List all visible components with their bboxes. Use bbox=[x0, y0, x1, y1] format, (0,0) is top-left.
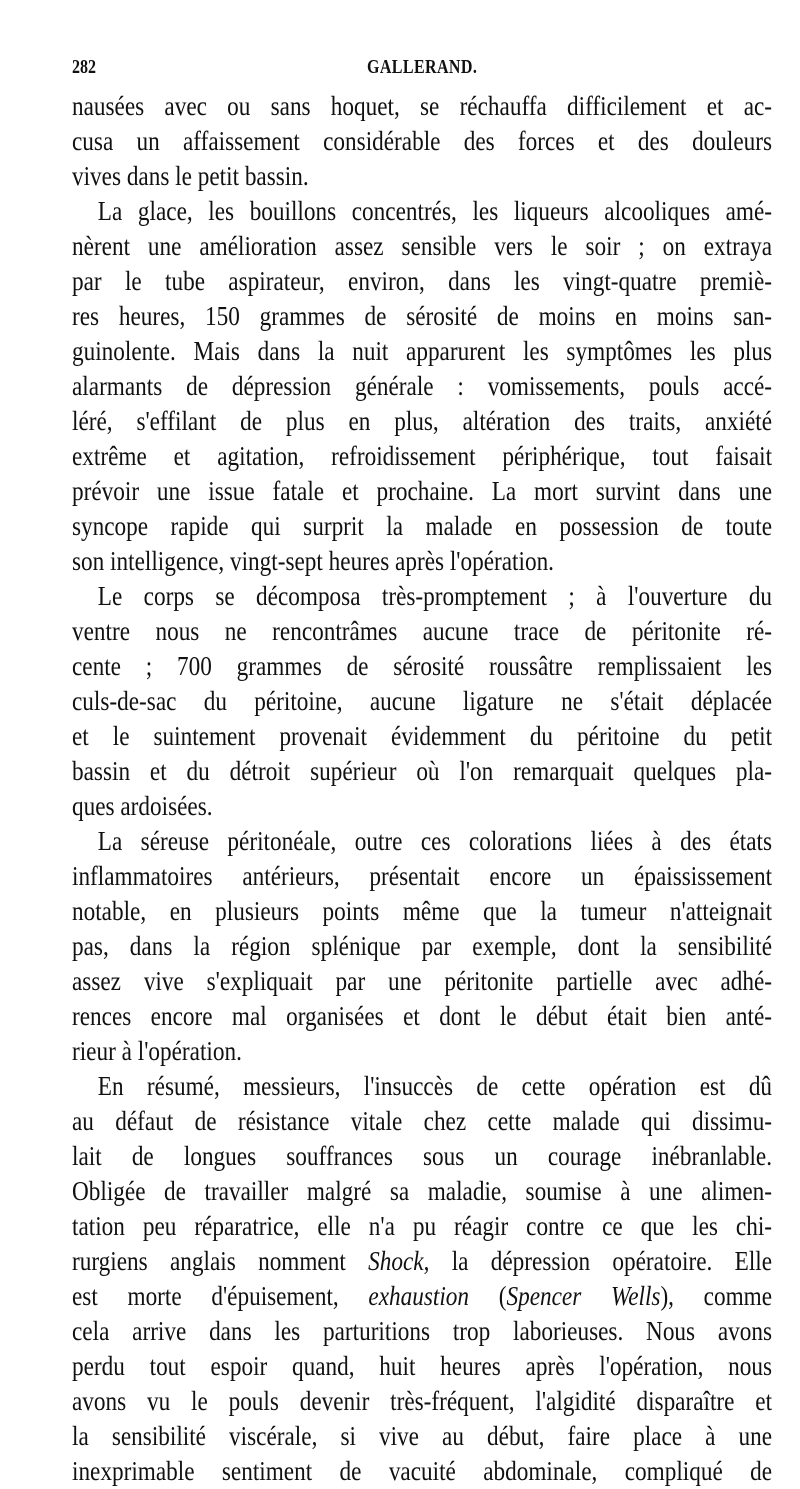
text-line: assez vive s'expliquait par une péritonite partielle avec adhé- bbox=[72, 966, 773, 996]
text-line: alarmants de dépression générale : vomissements, pouls accé- bbox=[72, 371, 773, 401]
text-line: lait de longues souffrances sous un courage inébranlable. bbox=[72, 1141, 773, 1171]
text-line: perdu tout espoir quand, huit heures après l'opération, nous bbox=[72, 1351, 773, 1381]
text-line: et le suintement provenait évidemment du péritoine du petit bbox=[72, 721, 773, 751]
text-line: inflammatoires antérieurs, présentait encore un épaississement bbox=[72, 861, 773, 891]
italic-name-spencer-wells: Spencer Wells bbox=[506, 1281, 661, 1311]
text-segment: ( bbox=[469, 1281, 507, 1311]
text-line: extrême et agitation, refroidissement périphérique, tout faisait bbox=[72, 441, 773, 471]
text-line: avons vu le pouls devenir très-fréquent, l'algidité disparaître et bbox=[72, 1386, 773, 1416]
text-line: par le tube aspirateur, environ, dans les vingt-quatre premiè- bbox=[72, 266, 773, 296]
text-line: cusa un affaissement considérable des forces et des douleurs bbox=[72, 126, 773, 156]
running-head: GALLERAND. bbox=[367, 56, 478, 78]
paragraph-start-line: Le corps se décomposa très-promptement ; à l'ouverture du bbox=[97, 581, 773, 611]
text-line: nèrent une amélioration assez sensible vers le soir ; on extraya bbox=[72, 231, 773, 261]
page-header bbox=[72, 56, 772, 86]
paragraph-start-line: La glace, les bouillons concentrés, les liqueurs alcooliques amé- bbox=[97, 196, 773, 226]
text-line: nausées avec ou sans hoquet, se réchauffa difficilement et ac- bbox=[72, 91, 773, 121]
text-line: rieur à l'opération. bbox=[72, 1036, 242, 1066]
text-line: vives dans le petit bassin. bbox=[72, 161, 309, 191]
text-line: son intelligence, vingt-sept heures après l'opération. bbox=[72, 546, 554, 576]
text-line: guinolente. Mais dans la nuit apparurent les symptômes les plus bbox=[72, 336, 773, 366]
paragraph-start-line: En résumé, messieurs, l'insuccès de cette opération est dû bbox=[97, 1071, 773, 1101]
text-line: tation peu réparatrice, elle n'a pu réagir contre ce que les chi- bbox=[72, 1211, 773, 1241]
text-segment: rurgiens anglais nomment bbox=[72, 1246, 369, 1276]
text-line: syncope rapide qui surprit la malade en possession de toute bbox=[72, 511, 773, 541]
body-text bbox=[72, 89, 772, 1489]
text-line: pas, dans la région splénique par exemple, dont la sensibilité bbox=[72, 931, 773, 961]
text-line: prévoir une issue fatale et prochaine. La mort survint dans une bbox=[72, 476, 773, 506]
text-line: cente ; 700 grammes de sérosité roussâtre remplissaient les bbox=[72, 651, 773, 681]
text-line bbox=[72, 1244, 772, 1279]
text-segment: ), comme bbox=[660, 1281, 773, 1311]
page-number: 282 bbox=[72, 56, 96, 78]
text-line: res heures, 150 grammes de sérosité de moins en moins san- bbox=[72, 301, 773, 331]
text-line: la sensibilité viscérale, si vive au début, faire place à une bbox=[72, 1421, 773, 1451]
text-line: notable, en plusieurs points même que la tumeur n'atteignait bbox=[72, 896, 773, 926]
text-line: bassin et du détroit supérieur où l'on remarquait quelques pla- bbox=[72, 756, 773, 786]
text-line: ques ardoisées. bbox=[72, 791, 213, 821]
text-segment: , la dépression opératoire. Elle bbox=[423, 1246, 773, 1276]
text-line: rences encore mal organisées et dont le début était bien anté- bbox=[72, 1001, 773, 1031]
text-line: au défaut de résistance vitale chez cette malade qui dissimu- bbox=[72, 1106, 773, 1136]
paragraph-start-line: La séreuse péritonéale, outre ces colorations liées à des états bbox=[97, 826, 773, 856]
text-line: cela arrive dans les parturitions trop laborieuses. Nous avons bbox=[72, 1316, 773, 1346]
text-line: ventre nous ne rencontrâmes aucune trace de péritonite ré- bbox=[72, 616, 773, 646]
text-segment: est morte d'épuisement, bbox=[72, 1281, 369, 1311]
text-line: culs-de-sac du péritoine, aucune ligature ne s'était déplacée bbox=[72, 686, 773, 716]
text-line: léré, s'effilant de plus en plus, altération des traits, anxiété bbox=[72, 406, 773, 436]
text-line bbox=[72, 1279, 772, 1314]
italic-term-shock: Shock bbox=[368, 1246, 424, 1276]
italic-term-exhaustion: exhaustion bbox=[368, 1281, 470, 1311]
text-line: inexprimable sentiment de vacuité abdominale, compliqué de bbox=[72, 1456, 773, 1486]
text-line: Obligée de travailler malgré sa maladie, soumise à une alimen- bbox=[72, 1176, 773, 1206]
